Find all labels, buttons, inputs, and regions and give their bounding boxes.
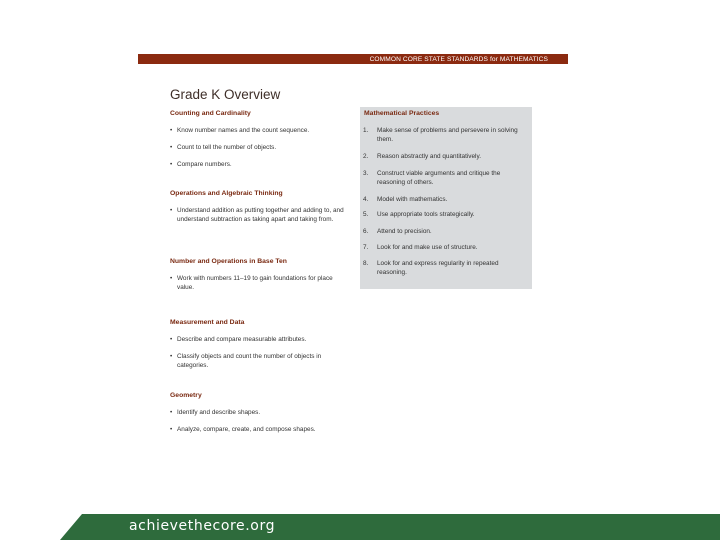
domain-heading: Number and Operations in Base Ten [170, 258, 287, 265]
domain-heading: Operations and Algebraic Thinking [170, 190, 283, 197]
practice-text: Reason abstractly and quantitatively. [377, 153, 481, 160]
domain-heading: Geometry [170, 392, 202, 399]
practice-text: Use appropriate tools strategically. [377, 211, 475, 218]
mathematical-practices-box [360, 107, 532, 289]
footer-background [0, 514, 720, 540]
practice-text: Model with mathematics. [377, 196, 448, 203]
practice-item [363, 126, 528, 144]
domain-item: • Know number names and the count sequence. [170, 126, 350, 135]
practice-number: 5. [363, 211, 369, 218]
domain-item: • Understand addition as putting together and adding to, and understand subtraction as taking apart and taking from. [170, 206, 350, 224]
practices-heading: Mathematical Practices [364, 110, 440, 117]
domain-item: • Work with numbers 11–19 to gain foundations for place value. [170, 274, 350, 292]
practice-text: Look for and express regularity in repeated reasoning. [377, 260, 499, 276]
practice-item [363, 243, 528, 252]
practice-item [363, 227, 528, 236]
domain-item: • Count to tell the number of objects. [170, 143, 350, 152]
page-title: Grade K Overview [170, 87, 281, 102]
domain-item: • Identify and describe shapes. [170, 408, 350, 417]
practice-number: 2. [363, 153, 369, 160]
practice-number: 4. [363, 196, 369, 203]
footer-site-link[interactable]: achievethecore.org [129, 518, 276, 534]
practice-text: Make sense of problems and persevere in solving them. [377, 127, 518, 143]
practice-item [363, 195, 528, 204]
domain-item: • Describe and compare measurable attributes. [170, 335, 350, 344]
domain-item: • Analyze, compare, create, and compose shapes. [170, 425, 350, 434]
footer-bar [0, 514, 720, 540]
domain-item: • Classify objects and count the number of objects in categories. [170, 352, 350, 370]
practice-number: 6. [363, 228, 369, 235]
practice-text: Attend to precision. [377, 228, 432, 235]
domain-section [170, 257, 350, 292]
practice-item [363, 169, 528, 187]
domain-section [170, 318, 350, 370]
document-header-banner [138, 54, 568, 64]
practice-number: 1. [363, 127, 369, 134]
domain-item: • Compare numbers. [170, 160, 350, 169]
practice-item [363, 152, 528, 161]
domain-heading: Counting and Cardinality [170, 110, 251, 117]
banner-text: COMMON CORE STATE STANDARDS for MATHEMATICS [369, 56, 548, 63]
practice-text: Look for and make use of structure. [377, 244, 478, 251]
domain-section [170, 391, 350, 434]
practice-text: Construct viable arguments and critique the reasoning of others. [377, 170, 501, 186]
domain-section [170, 189, 350, 224]
practice-number: 3. [363, 170, 369, 177]
practice-number: 8. [363, 260, 369, 267]
domain-section [170, 109, 350, 169]
domain-heading: Measurement and Data [170, 319, 245, 326]
practice-item [363, 259, 528, 277]
practice-number: 7. [363, 244, 369, 251]
practice-item [363, 210, 528, 219]
